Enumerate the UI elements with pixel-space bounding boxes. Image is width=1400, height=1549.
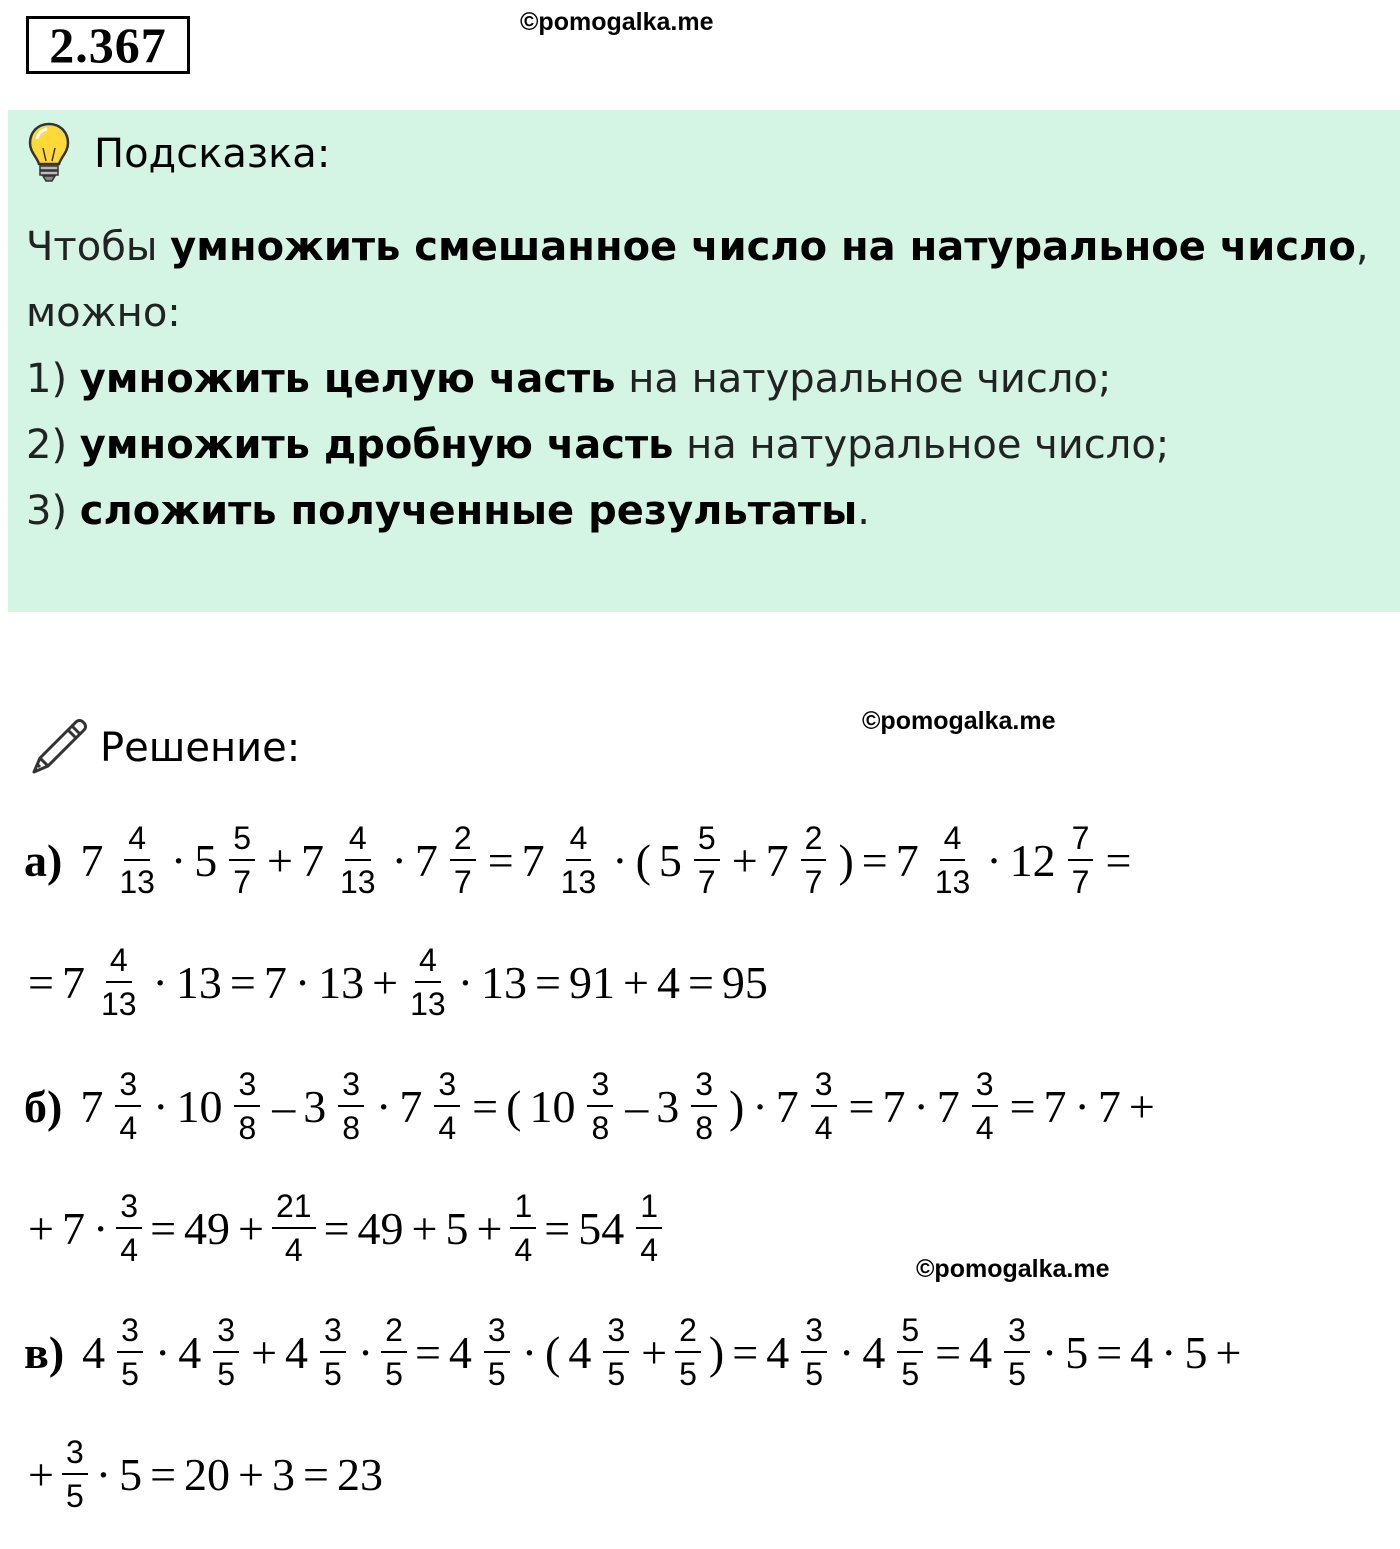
math-token: 3 xyxy=(271,1448,295,1500)
denominator: 4 xyxy=(438,1110,457,1146)
mixed-number xyxy=(578,1188,666,1268)
math-token: 5 xyxy=(1065,1326,1089,1378)
numerator: 4 xyxy=(940,820,966,861)
math-token: · xyxy=(152,956,168,1008)
fraction xyxy=(115,1066,141,1146)
fraction xyxy=(675,1312,701,1392)
math-token: = xyxy=(414,1326,441,1378)
whole-part: 7 xyxy=(80,834,104,886)
hint-text: . xyxy=(857,488,870,534)
denominator: 8 xyxy=(238,1110,257,1146)
numerator: 3 xyxy=(213,1312,239,1353)
math-token: ) xyxy=(838,834,854,886)
solution-title: Решение: xyxy=(100,725,301,771)
denominator: 4 xyxy=(814,1110,833,1146)
hint-line xyxy=(26,356,1386,402)
mixed-number xyxy=(176,1066,264,1146)
math-token: = xyxy=(1105,834,1132,886)
math-token: = xyxy=(544,1202,571,1254)
fraction xyxy=(691,1066,717,1146)
fraction xyxy=(115,820,159,900)
mixed-number xyxy=(1010,820,1098,900)
math-token: 7 xyxy=(1097,1080,1121,1132)
whole-part: 10 xyxy=(176,1080,223,1132)
denominator: 7 xyxy=(697,864,716,900)
watermark: ©pomogalka.me xyxy=(916,1255,1110,1283)
numerator: 3 xyxy=(587,1066,613,1107)
math-token: 13 xyxy=(481,956,528,1008)
numerator: 3 xyxy=(116,1188,142,1229)
math-token: = xyxy=(323,1202,350,1254)
math-token: 7 xyxy=(61,1202,85,1254)
fraction xyxy=(801,820,827,900)
part-label: а) xyxy=(24,834,63,886)
mixed-number xyxy=(766,1312,831,1392)
math-token: · xyxy=(357,1326,374,1378)
mixed-number xyxy=(862,1312,927,1392)
math-token: = xyxy=(229,956,256,1008)
fraction xyxy=(811,1066,837,1146)
whole-part: 4 xyxy=(969,1326,993,1378)
hint-bold-text: умножить дробную часть xyxy=(79,422,674,468)
fraction xyxy=(484,1312,510,1392)
math-token: ( xyxy=(506,1080,522,1132)
whole-part: 10 xyxy=(529,1080,576,1132)
numerator: 7 xyxy=(1068,820,1094,861)
whole-part: 4 xyxy=(568,1326,592,1378)
fraction xyxy=(272,1188,316,1268)
math-token: · xyxy=(92,1202,109,1254)
numerator: 2 xyxy=(381,1312,407,1353)
denominator: 13 xyxy=(560,864,597,900)
fraction xyxy=(406,942,450,1022)
math-token: = xyxy=(1096,1326,1123,1378)
watermark: ©pomogalka.me xyxy=(520,8,714,36)
numerator: 3 xyxy=(320,1312,346,1353)
fraction xyxy=(336,820,380,900)
math-token: · xyxy=(391,834,407,886)
math-token: 13 xyxy=(318,956,365,1008)
fraction xyxy=(434,1066,460,1146)
numerator: 1 xyxy=(636,1188,662,1229)
part-label: б) xyxy=(24,1080,63,1132)
math-token: = xyxy=(302,1448,329,1500)
math-token: + xyxy=(238,1202,264,1254)
math-token: 49 xyxy=(357,1202,404,1254)
whole-part: 7 xyxy=(301,834,324,886)
denominator: 13 xyxy=(410,986,446,1022)
fraction xyxy=(62,1434,88,1514)
fraction xyxy=(1004,1312,1030,1392)
hint-line xyxy=(26,422,1386,468)
whole-part: 7 xyxy=(399,1080,423,1132)
fraction xyxy=(213,1312,239,1392)
math-token: ) xyxy=(729,1080,745,1132)
math-token: = xyxy=(150,1202,177,1254)
part-label: в) xyxy=(24,1326,65,1378)
math-token: 91 xyxy=(568,956,615,1008)
solution-line xyxy=(24,1312,1245,1392)
fraction xyxy=(801,1312,827,1392)
numerator: 3 xyxy=(234,1066,260,1107)
math-token: = xyxy=(935,1326,962,1378)
hint-text: 2) xyxy=(26,422,80,468)
fraction xyxy=(97,942,141,1022)
hint-title: Подсказка: xyxy=(94,131,331,177)
denominator: 5 xyxy=(1008,1356,1026,1392)
hint-bold-text: умножить целую часть xyxy=(79,356,616,402)
fraction xyxy=(603,1312,629,1392)
numerator: 4 xyxy=(566,820,592,861)
math-token: + xyxy=(731,834,758,886)
whole-part: 7 xyxy=(61,956,85,1008)
hint-bold-text: сложить полученные результаты xyxy=(79,488,858,534)
whole-part: 12 xyxy=(1009,834,1056,886)
math-token: · xyxy=(457,956,474,1008)
denominator: 8 xyxy=(591,1110,610,1146)
math-token: · xyxy=(986,834,1002,886)
denominator: 4 xyxy=(975,1110,994,1146)
math-token: 23 xyxy=(336,1448,383,1500)
math-token: ( xyxy=(635,834,651,886)
whole-part: 4 xyxy=(82,1326,106,1378)
whole-part: 7 xyxy=(80,1080,104,1132)
solution-header xyxy=(26,710,300,786)
solution-line xyxy=(24,1434,387,1514)
math-token: – xyxy=(625,1080,649,1132)
hint-line xyxy=(26,488,1386,534)
math-token: + xyxy=(28,1202,54,1254)
math-token: + xyxy=(622,956,649,1008)
mixed-number xyxy=(303,1066,368,1146)
numerator: 3 xyxy=(811,1066,837,1107)
math-token: · xyxy=(752,1080,768,1132)
fraction xyxy=(587,1066,613,1146)
math-token: + xyxy=(1215,1326,1242,1378)
mixed-number xyxy=(301,820,384,900)
hint-text: на натуральное число; xyxy=(615,356,1112,402)
denominator: 5 xyxy=(901,1356,920,1392)
hint-line xyxy=(26,224,1386,270)
numerator: 3 xyxy=(1004,1312,1030,1353)
denominator: 5 xyxy=(217,1356,236,1392)
fraction xyxy=(636,1188,662,1268)
denominator: 13 xyxy=(100,986,137,1022)
mixed-number xyxy=(80,820,163,900)
numerator: 5 xyxy=(897,1312,923,1353)
whole-part: 4 xyxy=(766,1326,790,1378)
whole-part: 3 xyxy=(303,1080,327,1132)
whole-part: 4 xyxy=(448,1326,472,1378)
mixed-number xyxy=(522,820,605,900)
math-token: · xyxy=(521,1326,538,1378)
fraction xyxy=(234,1066,260,1146)
fraction xyxy=(931,820,975,900)
denominator: 7 xyxy=(1071,864,1090,900)
numerator: 3 xyxy=(691,1066,717,1107)
numerator: 5 xyxy=(694,820,720,861)
fraction xyxy=(338,1066,364,1146)
math-token: 13 xyxy=(175,956,222,1008)
math-token: = xyxy=(687,956,714,1008)
fraction xyxy=(897,1312,923,1392)
math-token: 5 xyxy=(1184,1326,1208,1378)
math-token: · xyxy=(913,1080,929,1132)
numerator: 2 xyxy=(675,1312,701,1353)
math-token: · xyxy=(839,1326,855,1378)
hint-text: можно: xyxy=(26,290,181,336)
numerator: 4 xyxy=(345,820,371,861)
whole-part: 5 xyxy=(658,834,682,886)
math-token: = xyxy=(28,956,54,1008)
math-token: 5 xyxy=(119,1448,143,1500)
numerator: 3 xyxy=(972,1066,998,1107)
denominator: 5 xyxy=(121,1356,139,1392)
math-token: ( xyxy=(545,1326,561,1378)
denominator: 7 xyxy=(453,864,472,900)
solution-line xyxy=(24,820,1135,900)
math-token: + xyxy=(641,1326,668,1378)
denominator: 5 xyxy=(805,1356,823,1392)
mixed-number xyxy=(656,1066,721,1146)
mixed-number xyxy=(80,1066,145,1146)
watermark: ©pomogalka.me xyxy=(862,707,1056,735)
fraction xyxy=(320,1312,346,1392)
denominator: 5 xyxy=(324,1356,342,1392)
denominator: 7 xyxy=(804,864,823,900)
math-token: 7 xyxy=(263,956,287,1008)
mixed-number xyxy=(194,820,259,900)
denominator: 7 xyxy=(233,864,252,900)
math-token: + xyxy=(411,1202,438,1254)
denominator: 13 xyxy=(934,864,971,900)
whole-part: 4 xyxy=(285,1326,309,1378)
mixed-number xyxy=(937,1066,1002,1146)
numerator: 3 xyxy=(117,1312,143,1353)
whole-part: 4 xyxy=(862,1326,886,1378)
mixed-number xyxy=(415,820,480,900)
numerator: 5 xyxy=(229,820,255,861)
mixed-number xyxy=(776,1066,841,1146)
hint-text: Чтобы xyxy=(26,224,171,270)
numerator: 1 xyxy=(510,1188,536,1229)
mixed-number xyxy=(178,1312,243,1392)
solution-line xyxy=(24,1188,670,1268)
numerator: 3 xyxy=(62,1434,88,1475)
denominator: 5 xyxy=(487,1356,506,1392)
math-token: = xyxy=(848,1080,875,1132)
hint-line xyxy=(26,290,1386,336)
mixed-number xyxy=(285,1312,350,1392)
numerator: 21 xyxy=(272,1188,316,1229)
mixed-number xyxy=(62,942,145,1022)
math-token: 4 xyxy=(1130,1326,1154,1378)
math-token: · xyxy=(154,1326,171,1378)
whole-part: 5 xyxy=(194,834,218,886)
math-token: + xyxy=(28,1448,54,1500)
math-token: + xyxy=(267,834,293,886)
mixed-number xyxy=(659,820,724,900)
math-token: = xyxy=(487,834,514,886)
lightbulb-icon xyxy=(26,121,72,188)
mixed-number xyxy=(399,1066,464,1146)
mixed-number xyxy=(449,1312,514,1392)
fraction xyxy=(510,1188,536,1268)
denominator: 8 xyxy=(342,1110,361,1146)
fraction xyxy=(229,820,255,900)
math-token: 95 xyxy=(721,956,768,1008)
denominator: 5 xyxy=(607,1356,626,1392)
fraction xyxy=(117,1312,143,1392)
denominator: 13 xyxy=(119,864,155,900)
math-token: = xyxy=(472,1080,499,1132)
math-token: = xyxy=(732,1326,759,1378)
denominator: 4 xyxy=(640,1232,658,1268)
numerator: 2 xyxy=(801,820,827,861)
math-token: · xyxy=(95,1448,112,1500)
denominator: 4 xyxy=(120,1232,139,1268)
hint-text: , xyxy=(1355,224,1369,270)
numerator: 2 xyxy=(450,820,476,861)
hint-header xyxy=(26,120,330,188)
whole-part: 7 xyxy=(895,834,919,886)
whole-part: 7 xyxy=(775,1080,799,1132)
numerator: 3 xyxy=(434,1066,460,1107)
hint-text: 1) xyxy=(26,356,80,402)
math-token: · xyxy=(170,834,187,886)
math-token: · xyxy=(1074,1080,1090,1132)
numerator: 3 xyxy=(115,1066,141,1107)
math-token: + xyxy=(238,1448,264,1500)
whole-part: 7 xyxy=(414,834,438,886)
denominator: 4 xyxy=(284,1232,303,1268)
math-token: + xyxy=(251,1326,278,1378)
solution-line xyxy=(24,1066,1159,1146)
hint-bold-text: умножить смешанное число на натуральное число xyxy=(170,224,1356,270)
hint-text: 3) xyxy=(26,488,80,534)
numerator: 4 xyxy=(106,942,132,983)
denominator: 13 xyxy=(340,864,376,900)
math-token: 20 xyxy=(184,1448,231,1500)
numerator: 3 xyxy=(603,1312,629,1353)
math-token: · xyxy=(1041,1326,1058,1378)
math-token: · xyxy=(1161,1326,1177,1378)
mixed-number xyxy=(529,1066,617,1146)
math-token: + xyxy=(372,956,399,1008)
mixed-number xyxy=(969,1312,1034,1392)
math-token: = xyxy=(1009,1080,1036,1132)
fraction xyxy=(694,820,720,900)
numerator: 3 xyxy=(484,1312,510,1353)
math-token: 7 xyxy=(882,1080,906,1132)
math-token: · xyxy=(294,956,311,1008)
math-token: + xyxy=(476,1202,503,1254)
mixed-number xyxy=(82,1312,147,1392)
denominator: 5 xyxy=(385,1356,403,1392)
whole-part: 7 xyxy=(936,1080,960,1132)
hint-text: на натуральное число; xyxy=(673,422,1170,468)
fraction xyxy=(557,820,601,900)
pencil-icon xyxy=(26,714,90,783)
math-token: 49 xyxy=(184,1202,231,1254)
fraction xyxy=(972,1066,998,1146)
whole-part: 7 xyxy=(521,834,545,886)
mixed-number xyxy=(766,820,831,900)
fraction xyxy=(1068,820,1094,900)
whole-part: 3 xyxy=(656,1080,680,1132)
fraction xyxy=(116,1188,142,1268)
denominator: 4 xyxy=(119,1110,138,1146)
fraction xyxy=(450,820,476,900)
numerator: 3 xyxy=(338,1066,364,1107)
mixed-number xyxy=(568,1312,633,1392)
math-token: · xyxy=(612,834,628,886)
whole-part: 54 xyxy=(578,1202,625,1254)
mixed-number xyxy=(896,820,979,900)
whole-part: 7 xyxy=(765,834,789,886)
fraction xyxy=(381,1312,407,1392)
solution-line xyxy=(24,942,772,1022)
math-token: 7 xyxy=(1043,1080,1067,1132)
denominator: 8 xyxy=(695,1110,714,1146)
math-token: · xyxy=(376,1080,392,1132)
math-token: · xyxy=(153,1080,169,1132)
math-token: ) xyxy=(708,1326,725,1378)
math-token: + xyxy=(1128,1080,1155,1132)
denominator: 4 xyxy=(514,1232,533,1268)
math-token: – xyxy=(272,1080,296,1132)
math-token: = xyxy=(861,834,888,886)
numerator: 4 xyxy=(124,820,150,861)
whole-part: 4 xyxy=(178,1326,202,1378)
math-token: 4 xyxy=(656,956,680,1008)
problem-number: 2.367 xyxy=(26,16,190,74)
denominator: 5 xyxy=(65,1478,84,1514)
math-token: = xyxy=(150,1448,177,1500)
denominator: 5 xyxy=(679,1356,697,1392)
math-token: = xyxy=(535,956,561,1008)
math-token: 5 xyxy=(445,1202,469,1254)
numerator: 3 xyxy=(801,1312,827,1353)
numerator: 4 xyxy=(415,942,441,983)
